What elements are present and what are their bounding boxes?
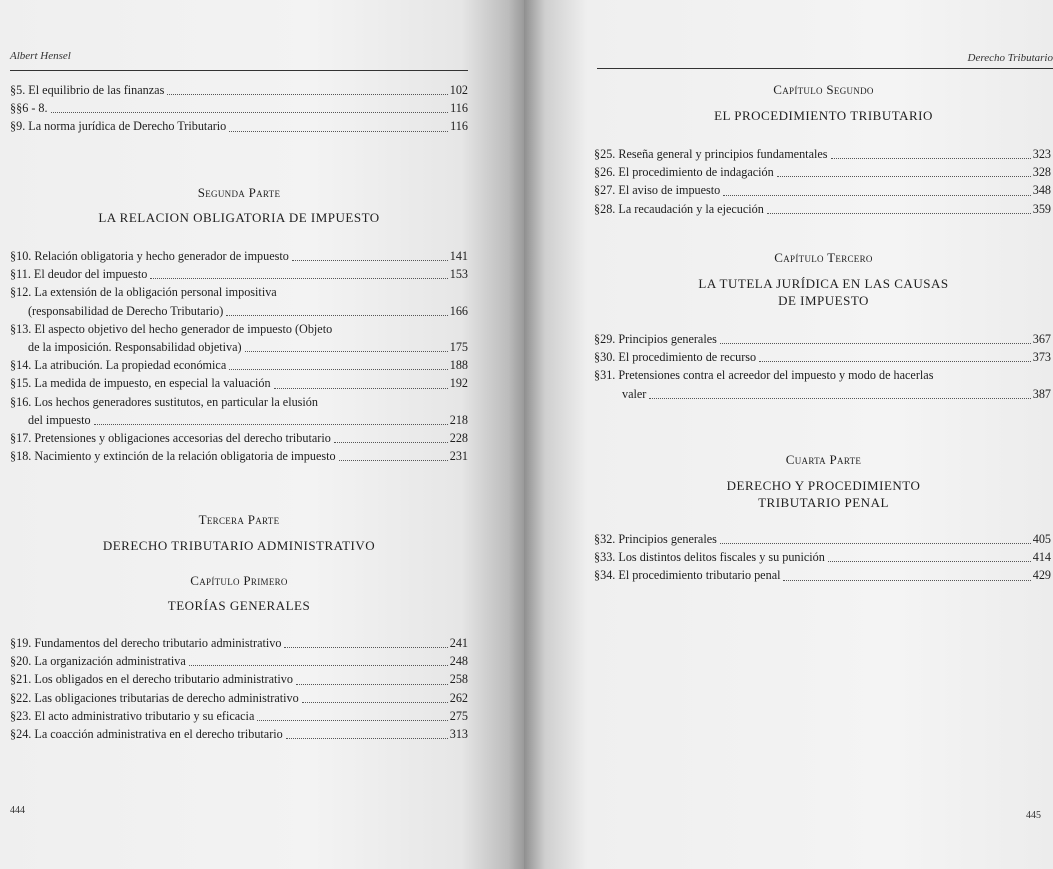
toc-entry <box>10 374 468 392</box>
leader-dots <box>292 260 448 261</box>
toc-entry-label: §25. Reseña general y principios fundamentales <box>594 147 828 161</box>
toc-entry <box>10 320 468 356</box>
leader-dots <box>759 361 1031 362</box>
toc-list-chapter2 <box>594 145 1051 218</box>
leader-dots <box>767 213 1031 214</box>
toc-entry-page: 275 <box>449 708 468 723</box>
toc-entry-label: §19. Fundamentos del derecho tributario administrativo <box>10 636 282 650</box>
toc-entry-label: §27. El aviso de impuesto <box>594 183 721 198</box>
leader-dots <box>257 720 447 721</box>
toc-entry-line1: §12. La extensión de la obligación personal impositiva <box>10 285 277 300</box>
toc-entry-page: 359 <box>1032 201 1051 216</box>
toc-entry <box>10 670 468 688</box>
leader-dots <box>286 738 448 739</box>
toc-entry-page: 313 <box>449 727 468 742</box>
toc-entry-label: §29. Principios generales <box>594 332 717 346</box>
toc-entry-page: 116 <box>450 101 468 116</box>
toc-entry-label: §24. La coacción administrativa en el derecho tributario <box>10 727 283 742</box>
toc-entry-line1: §16. Los hechos generadores sustitutos, en particular la elusión <box>10 394 318 409</box>
toc-entry <box>10 689 468 707</box>
leader-dots <box>831 158 1031 159</box>
toc-entry <box>10 99 468 117</box>
leader-dots <box>720 543 1031 544</box>
part-title-line1: DERECHO Y PROCEDIMIENTO <box>726 478 921 493</box>
toc-entry-label: §34. El procedimiento tributario penal <box>594 568 781 583</box>
toc-list-part1 <box>10 81 468 136</box>
leader-dots <box>723 195 1030 196</box>
part-label: Cuarta Parte <box>785 452 862 467</box>
leader-dots <box>94 424 448 425</box>
leader-dots <box>229 369 447 370</box>
header-rule <box>597 68 1053 69</box>
toc-entry <box>10 634 468 652</box>
toc-entry-label: de la imposición. Responsabilidad objetiva) <box>28 340 242 355</box>
toc-entry <box>594 200 1051 218</box>
right-page <box>524 0 1053 869</box>
toc-entry-label: §20. La organización administrativa <box>10 654 186 669</box>
chapter-title-line1: LA TUTELA JURÍDICA EN LAS CAUSAS <box>698 276 949 291</box>
toc-entry <box>594 181 1051 199</box>
toc-entry-page: 414 <box>1032 550 1051 565</box>
toc-entry-label: §18. Nacimiento y extinción de la relación obligatoria de impuesto <box>10 449 336 464</box>
toc-entry <box>10 393 468 429</box>
leader-dots <box>167 94 447 95</box>
chapter-title: TEORÍAS GENERALES <box>167 598 311 613</box>
part-title: DERECHO TRIBUTARIO ADMINISTRATIVO <box>102 538 376 553</box>
toc-entry-label: §30. El procedimiento de recurso <box>594 350 757 365</box>
toc-entry-label: §17. Pretensiones y obligaciones accesorias del derecho tributario <box>10 431 331 446</box>
toc-entry-label: §26. El procedimiento de indagación <box>594 165 774 180</box>
toc-entry-page: 373 <box>1032 350 1051 365</box>
toc-entry <box>594 145 1051 163</box>
leader-dots <box>150 278 447 279</box>
chapter-title: EL PROCEDIMIENTO TRIBUTARIO <box>714 108 933 123</box>
toc-entry-label: §28. La recaudación y la ejecución <box>594 201 764 216</box>
toc-entry-label: §11. El deudor del impuesto <box>10 267 148 282</box>
page-number: 444 <box>10 805 25 816</box>
leader-dots <box>274 388 448 389</box>
leader-dots <box>245 351 448 352</box>
left-page <box>0 0 524 869</box>
leader-dots <box>783 580 1030 581</box>
toc-entry-page: 188 <box>449 358 468 373</box>
toc-entry-page: 262 <box>449 690 468 705</box>
toc-entry-page: 228 <box>449 431 468 446</box>
part-label: Segunda Parte <box>197 185 281 200</box>
leader-dots <box>284 647 447 648</box>
toc-entry-page: 248 <box>449 654 468 669</box>
leader-dots <box>229 131 448 132</box>
toc-list-part3 <box>10 634 468 743</box>
toc-entry-page: 218 <box>449 412 468 427</box>
toc-entry-page: 429 <box>1032 568 1051 583</box>
leader-dots <box>226 315 447 316</box>
toc-list-part4 <box>594 530 1051 585</box>
leader-dots <box>51 112 449 113</box>
toc-entry-label: §23. El acto administrativo tributario y su eficacia <box>10 708 255 723</box>
toc-entry-page: 328 <box>1032 165 1051 180</box>
part-label: Tercera Parte <box>198 512 280 527</box>
toc-entry-page: 153 <box>449 267 468 282</box>
toc-entry-page: 166 <box>449 303 468 318</box>
toc-entry <box>594 348 1051 366</box>
toc-entry-label: §32. Principios generales <box>594 532 717 546</box>
leader-dots <box>189 665 448 666</box>
page-number: 445 <box>1026 810 1041 821</box>
toc-entry <box>10 247 468 265</box>
toc-entry <box>10 725 468 743</box>
toc-entry-page: 241 <box>449 636 468 650</box>
toc-entry <box>594 366 1051 402</box>
leader-dots <box>296 684 448 685</box>
toc-entry-page: 405 <box>1032 532 1051 546</box>
leader-dots <box>720 343 1031 344</box>
toc-entry <box>10 81 468 99</box>
leader-dots <box>777 176 1031 177</box>
part-title-line2: TRIBUTARIO PENAL <box>758 495 889 510</box>
toc-list-chapter3 <box>594 330 1051 403</box>
toc-entry-label: §15. La medida de impuesto, en especial la valuación <box>10 376 271 391</box>
toc-entry-label: §10. Relación obligatoria y hecho generador de impuesto <box>10 249 289 263</box>
toc-entry-page: 192 <box>449 376 468 391</box>
toc-entry-label: §22. Las obligaciones tributarias de derecho administrativo <box>10 690 299 705</box>
running-head-author: Albert Hensel <box>10 50 71 62</box>
toc-list-part2 <box>10 247 468 465</box>
toc-entry-page: 367 <box>1032 332 1051 346</box>
toc-entry-page: 116 <box>450 119 468 134</box>
toc-entry <box>594 330 1051 348</box>
toc-entry-label: §33. Los distintos delitos fiscales y su punición <box>594 550 825 565</box>
leader-dots <box>302 702 448 703</box>
toc-entry <box>10 265 468 283</box>
toc-entry-page: 231 <box>449 449 468 464</box>
toc-entry-page: 175 <box>449 340 468 355</box>
toc-entry-page: 258 <box>449 672 468 687</box>
toc-entry-label: §9. La norma jurídica de Derecho Tributario <box>10 119 227 134</box>
toc-entry <box>10 707 468 725</box>
chapter-title-line2: DE IMPUESTO <box>778 293 869 308</box>
toc-entry-line1: §31. Pretensiones contra el acreedor del impuesto y modo de hacerlas <box>594 368 934 383</box>
toc-entry-label: del impuesto <box>28 412 91 427</box>
chapter-label: Capítulo Primero <box>190 573 288 588</box>
toc-entry-label: (responsabilidad de Derecho Tributario) <box>28 303 224 318</box>
header-rule <box>10 70 468 71</box>
toc-entry-page: 348 <box>1032 183 1051 198</box>
toc-entry <box>594 163 1051 181</box>
toc-entry-page: 141 <box>449 249 468 263</box>
toc-entry <box>10 283 468 319</box>
leader-dots <box>649 398 1030 399</box>
toc-entry <box>10 652 468 670</box>
toc-entry-page: 387 <box>1032 386 1051 401</box>
part-title: LA RELACION OBLIGATORIA DE IMPUESTO <box>98 210 380 225</box>
chapter-label: Capítulo Tercero <box>774 250 873 265</box>
toc-entry <box>594 566 1051 584</box>
toc-entry-label: valer <box>622 386 647 401</box>
toc-entry-label: §21. Los obligados en el derecho tributario administrativo <box>10 672 293 687</box>
toc-entry <box>10 429 468 447</box>
toc-entry <box>10 117 468 135</box>
toc-entry <box>10 356 468 374</box>
leader-dots <box>339 460 448 461</box>
leader-dots <box>334 442 448 443</box>
toc-entry-page: 323 <box>1032 147 1051 161</box>
toc-entry <box>594 548 1051 566</box>
leader-dots <box>828 561 1031 562</box>
running-head-title: Derecho Tributario <box>967 52 1053 64</box>
toc-entry-page: 102 <box>449 83 468 97</box>
chapter-label: Capítulo Segundo <box>773 82 874 97</box>
toc-entry-label: §5. El equilibrio de las finanzas <box>10 83 165 97</box>
toc-entry-label: §14. La atribución. La propiedad económica <box>10 358 227 373</box>
toc-entry <box>594 530 1051 548</box>
toc-entry-label: §§6 - 8. <box>10 101 48 116</box>
toc-entry-line1: §13. El aspecto objetivo del hecho generador de impuesto (Objeto <box>10 321 333 336</box>
toc-entry <box>10 447 468 465</box>
